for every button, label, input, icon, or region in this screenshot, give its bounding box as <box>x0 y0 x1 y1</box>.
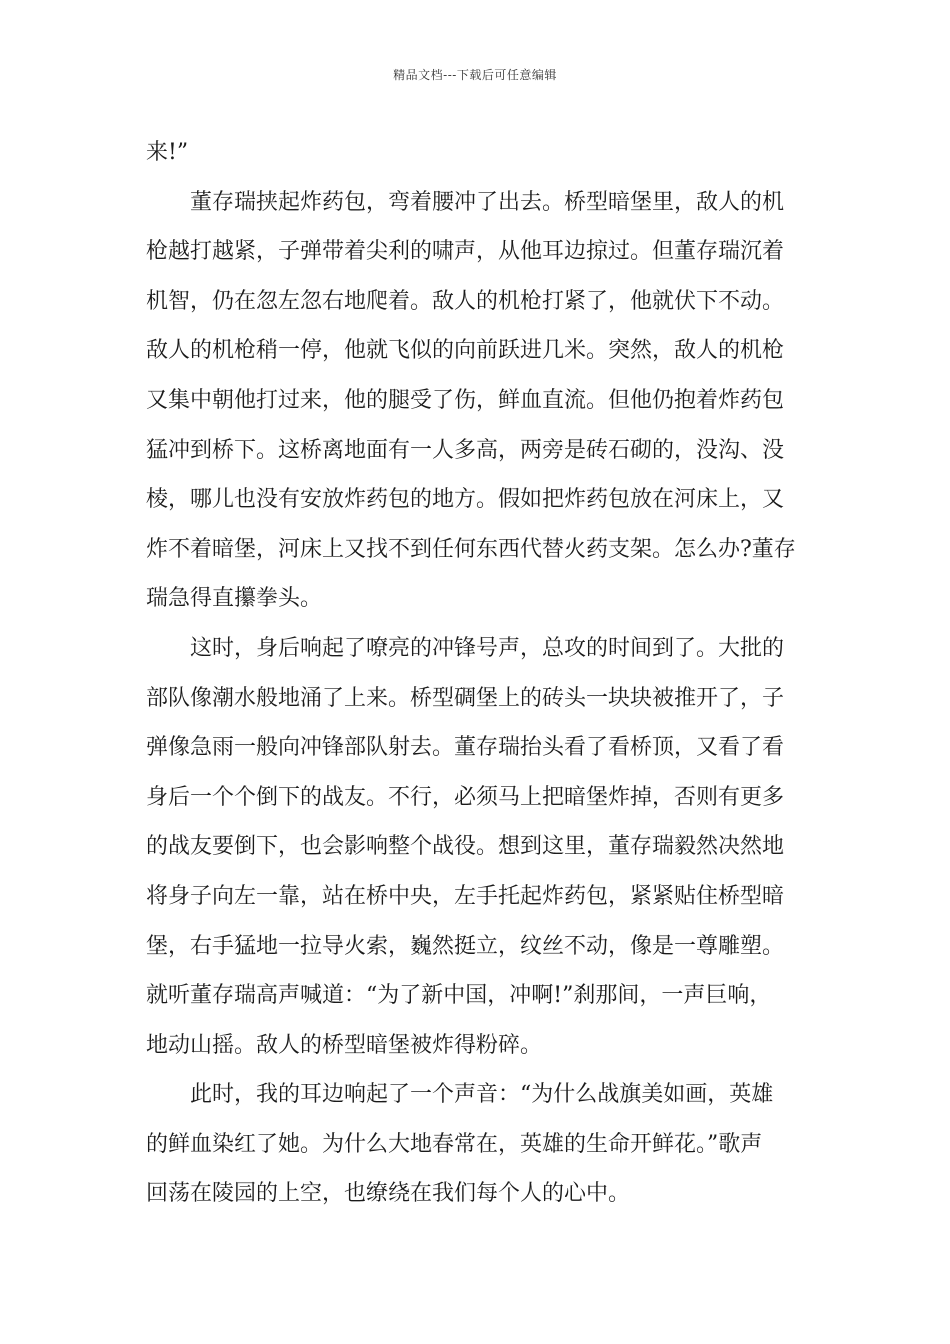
text-line: 炸不着暗堡，河床上又找不到任何东西代替火药支架。怎么办?董存 <box>146 536 796 562</box>
text-line: 回荡在陵园的上空，也缭绕在我们每个人的心中。 <box>146 1181 631 1207</box>
text-line: 瑞急得直攥拳头。 <box>146 586 323 612</box>
text-line: 机智，仍在忽左忽右地爬着。敌人的机枪打紧了，他就伏下不动。 <box>146 288 785 314</box>
text-line: 弹像急雨一般向冲锋部队射去。董存瑞抬头看了看桥顶，又看了看 <box>146 735 785 761</box>
text-line: 此时，我的耳边响起了一个声音：“为什么战旗美如画，英雄 <box>190 1082 774 1108</box>
text-line: 又集中朝他打过来，他的腿受了伤，鲜血直流。但他仍抱着炸药包 <box>146 387 785 413</box>
text-line: 的战友要倒下，也会影响整个战役。想到这里，董存瑞毅然决然地 <box>146 834 785 860</box>
text-line: 枪越打越紧，子弹带着尖利的啸声，从他耳边掠过。但董存瑞沉着 <box>146 239 785 265</box>
text-line: 堡，右手猛地一拉导火索，巍然挺立，纹丝不动，像是一尊雕塑。 <box>146 933 785 959</box>
text-line: 来!” <box>146 140 189 165</box>
text-line: 的鲜血染红了她。为什么大地春常在，英雄的生命开鲜花。”歌声 <box>146 1131 763 1157</box>
text-line: 猛冲到桥下。这桥离地面有一人多高，两旁是砖石砌的，没沟、没 <box>146 437 785 463</box>
text-line: 将身子向左一靠，站在桥中央，左手托起炸药包，紧紧贴住桥型暗 <box>146 883 785 909</box>
document-body <box>146 128 808 1219</box>
text-line: 身后一个个倒下的战友。不行，必须马上把暗堡炸掉，否则有更多 <box>146 784 785 810</box>
text-line: 敌人的机枪稍一停，他就飞似的向前跃进几米。突然，敌人的机枪 <box>146 338 785 364</box>
text-line: 地动山摇。敌人的桥型暗堡被炸得粉碎。 <box>146 1032 543 1058</box>
page-header: 精品文档---下载后可任意编辑 <box>393 68 557 82</box>
text-line: 这时，身后响起了嘹亮的冲锋号声，总攻的时间到了。大批的 <box>190 635 785 661</box>
text-line: 就听董存瑞高声喊道：“为了新中国，冲啊!”刹那间，一声巨响， <box>146 983 772 1009</box>
text-line: 董存瑞挟起炸药包，弯着腰冲了出去。桥型暗堡里，敌人的机 <box>190 189 785 215</box>
text-line: 棱，哪儿也没有安放炸药包的地方。假如把炸药包放在河床上，又 <box>146 487 785 513</box>
text-line: 部队像潮水般地涌了上来。桥型碉堡上的砖头一块块被推开了，子 <box>146 685 785 711</box>
